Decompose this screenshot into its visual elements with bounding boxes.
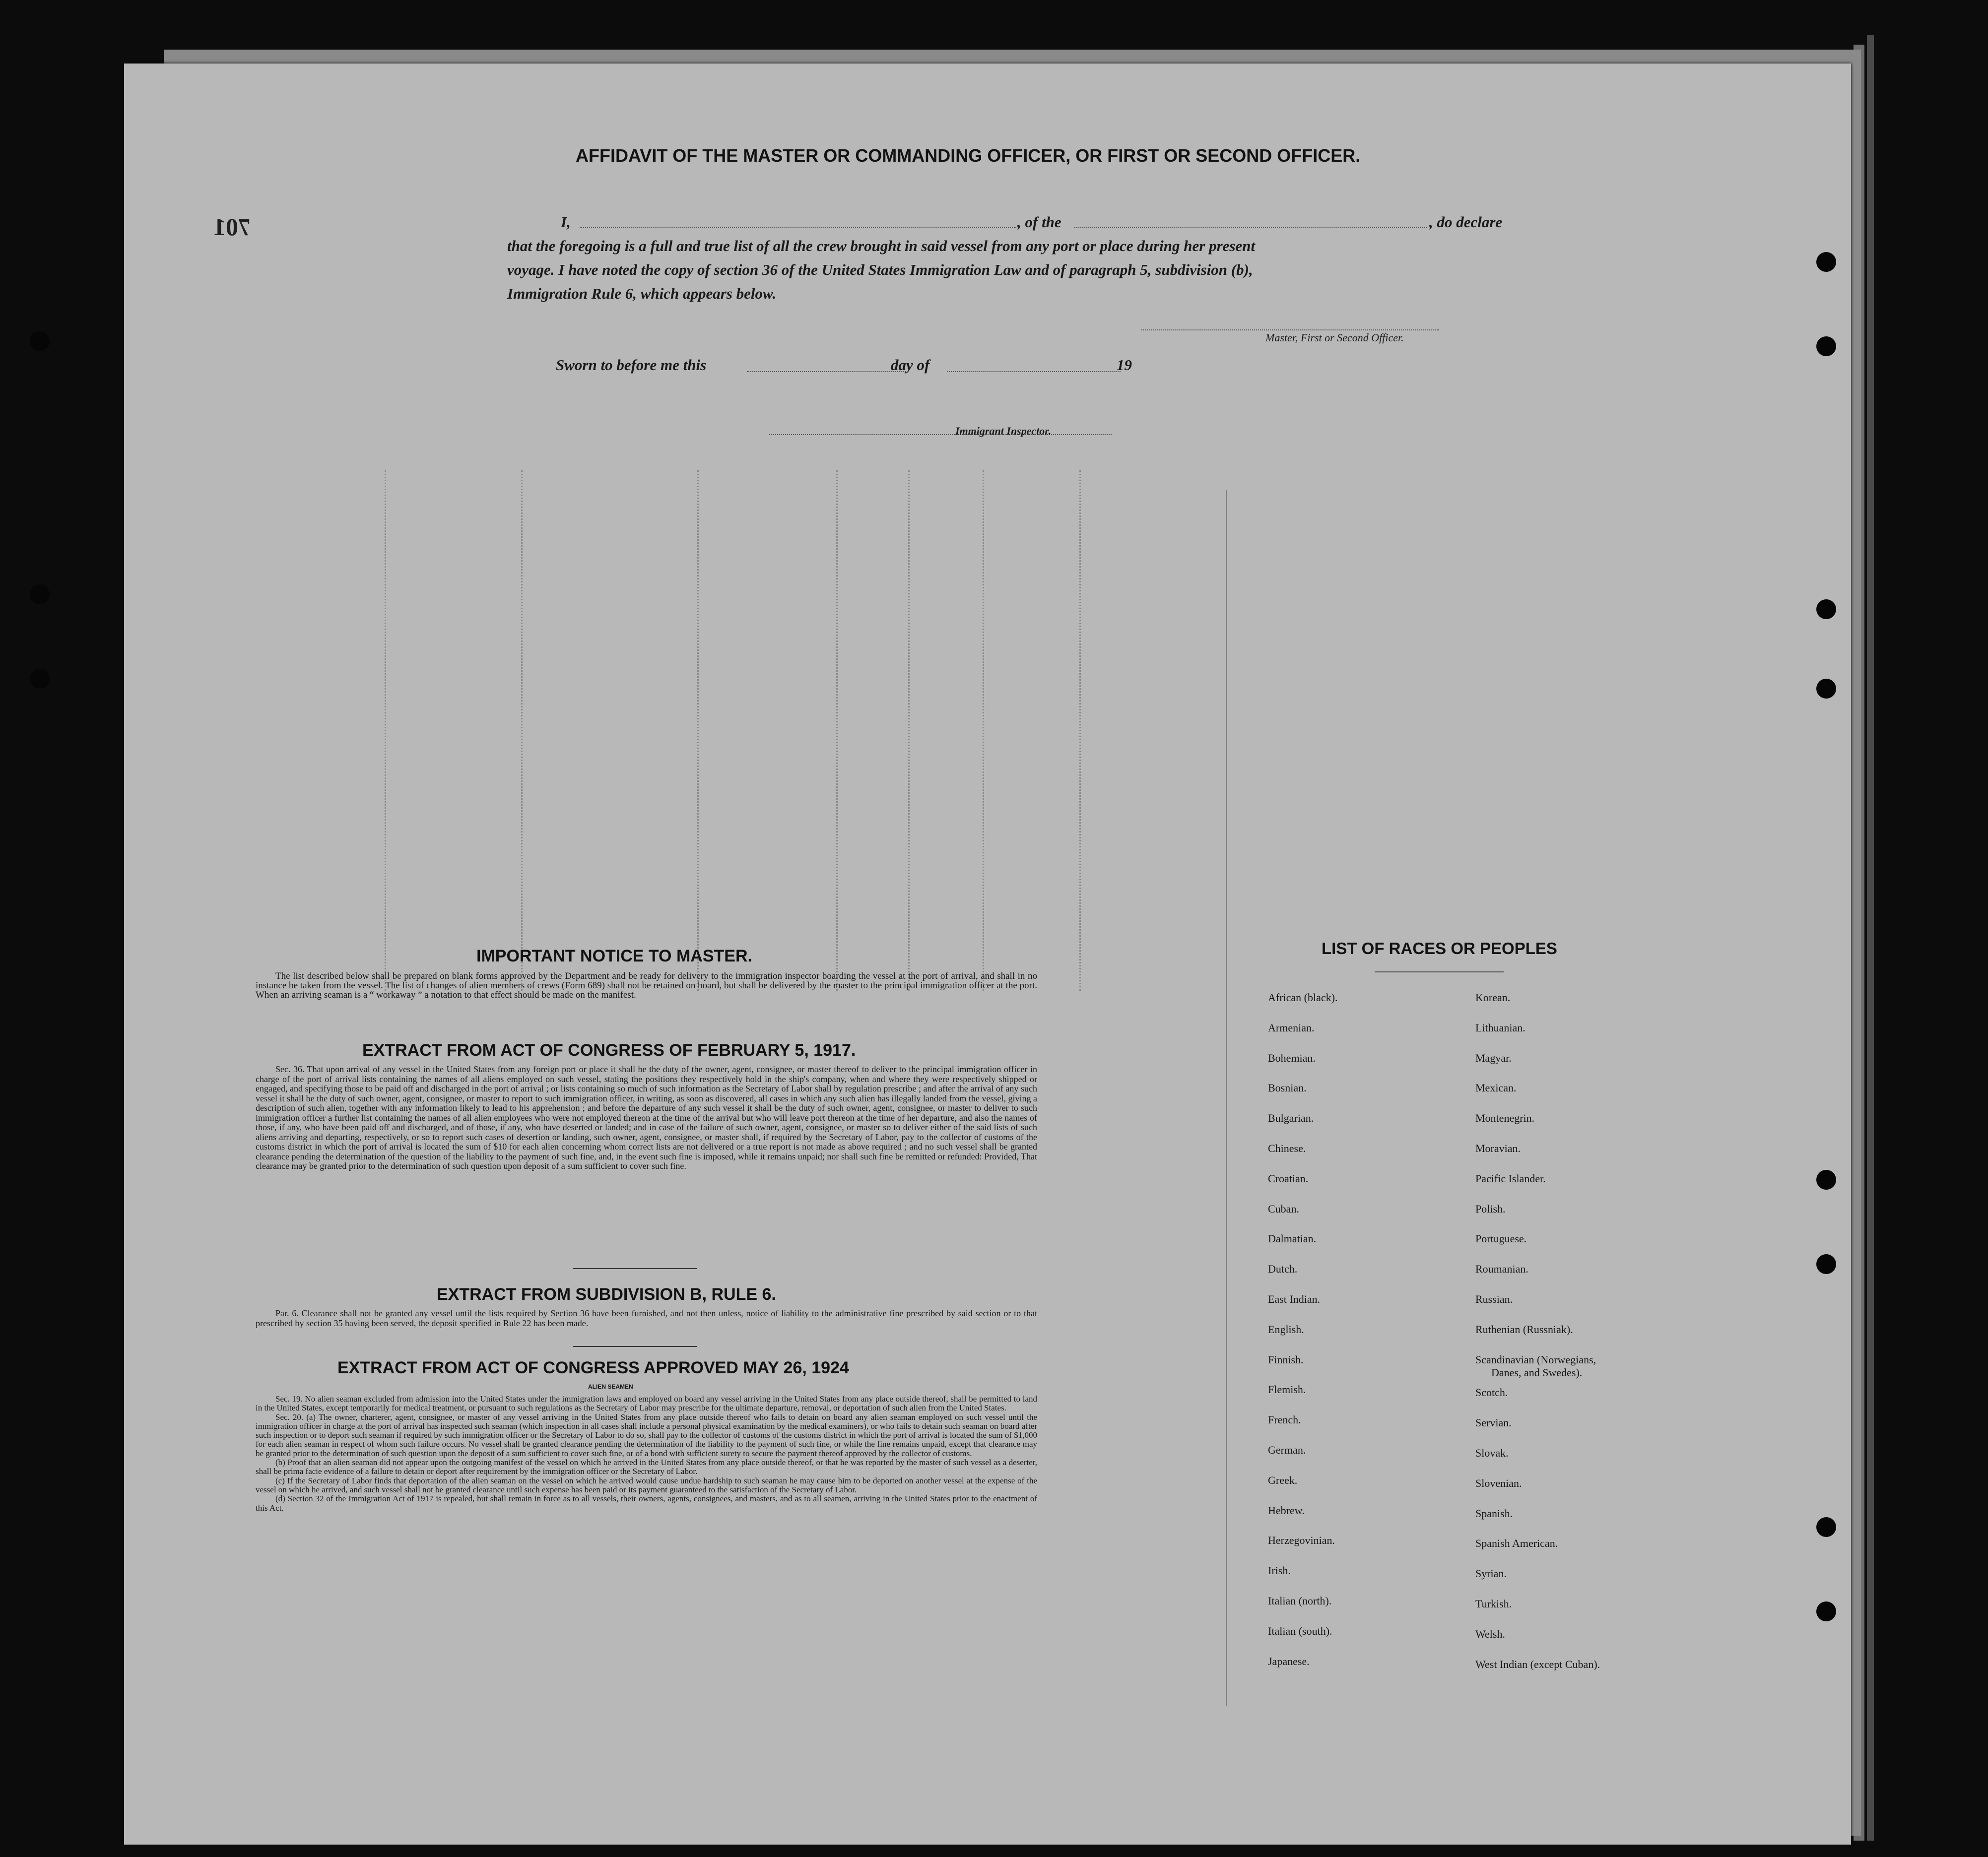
sworn-month-field[interactable]	[947, 371, 1121, 372]
binder-hole	[30, 669, 50, 689]
race-item: Dalmatian.	[1268, 1232, 1317, 1245]
extract-rule6-title: EXTRACT FROM SUBDIVISION B, RULE 6.	[437, 1285, 776, 1304]
extract-1924-title: EXTRACT FROM ACT OF CONGRESS APPROVED MAY 26, 1924	[337, 1358, 849, 1377]
binder-hole	[30, 331, 50, 351]
section-divider	[573, 1268, 697, 1269]
manifest-page	[124, 64, 1851, 1845]
sworn-day-field[interactable]	[747, 371, 906, 372]
section-divider	[573, 1346, 697, 1347]
sec-20d-paragraph: (d) Section 32 of the Immigration Act of 1917 is repealed, but shall remain in force as to all vessels, their owners, agents, consignees, and masters, and as to all seamen, arriving in the United States prior to the enactment of this Act.	[256, 1494, 1037, 1513]
race-item: German.	[1268, 1444, 1306, 1456]
race-item: Moravian.	[1475, 1142, 1521, 1154]
sec-19-paragraph: Sec. 19. No alien seaman excluded from admission into the United States under the immigration laws and employed on board any vessel arriving in the United States from any place outside thereof, shall be permitted to land in the United States, except temporarily for medical treatment, or pursuant to such regulations as the Secretary of Labor may prescribe for the ultimate departure, removal, or deportation of such alien from the United States.	[256, 1394, 1037, 1413]
race-item: Italian (north).	[1268, 1595, 1332, 1607]
column-rule	[1226, 490, 1227, 1706]
race-item: English.	[1268, 1323, 1304, 1336]
race-item: Finnish.	[1268, 1353, 1304, 1366]
extract-rule6-body	[256, 1309, 1037, 1328]
race-item: Irish.	[1268, 1564, 1291, 1577]
race-item: Ruthenian (Russniak).	[1475, 1323, 1573, 1336]
extract-1924-body	[256, 1395, 1037, 1513]
race-item: Danes, and Swedes).	[1491, 1366, 1583, 1379]
signature-caption: Master, First or Second Officer.	[1265, 331, 1404, 344]
binder-hole	[30, 584, 50, 604]
race-item: Spanish.	[1475, 1507, 1513, 1520]
sec-20a-paragraph: Sec. 20. (a) The owner, charterer, agent, consignee, or master of any vessel arriving in the United States from any place outside thereof who fails to detain on board any alien seaman employed on such vessel until the immigration officer in charge at the port of arrival has inspected such seaman (which inspection in all cases shall include a personal physical examination by the medical examiners), or who fails to detain such seaman on board after such inspection or to deport such seaman if required by such immigration officer or the Secretary of Labor to do so, shall pay to the collector of customs of the customs district in which the port of arrival is located the sum of $1,000 for each alien seaman in respect of whom such failure occurs. No vessel shall be granted clearance pending the determination of the liability to the payment of such fine, or while the fine remains unpaid, except that clearance may be granted prior to the determination of such question upon the deposit of a sum sufficient to cover such fine, or of a bond with sufficient surety to secure the payment thereof approved by the collector of customs.	[256, 1412, 1037, 1458]
race-item: Hebrew.	[1268, 1504, 1305, 1517]
affidavit-line-2: that the foregoing is a full and true list of all the crew brought in said vessel from any port or place during her present	[507, 237, 1256, 255]
binder-hole	[1816, 1517, 1836, 1537]
vessel-field[interactable]	[1074, 227, 1427, 228]
binder-hole	[1816, 599, 1836, 619]
sec-20b-paragraph: (b) Proof that an alien seaman did not appear upon the outgoing manifest of the vessel on which he arrived in the United States from any place outside thereof, or that he was reported by the master of such vessel as a deserter, shall be prima facie evidence of a failure to detain or deport after requirement by the immigration officer or the Secretary of Labor.	[256, 1458, 1037, 1476]
notice-body	[256, 971, 1037, 1000]
binder-hole	[1816, 679, 1836, 699]
race-item: Scandinavian (Norwegians,	[1475, 1353, 1596, 1366]
extract-1917-body	[256, 1065, 1037, 1171]
race-item: Polish.	[1475, 1202, 1506, 1215]
page-stamp-number: 701	[213, 213, 251, 241]
race-item: West Indian (except Cuban).	[1475, 1658, 1600, 1670]
binder-hole	[1816, 336, 1836, 356]
binder-hole	[1816, 1254, 1836, 1274]
column-rule	[697, 470, 699, 991]
alien-seamen-subtitle: ALIEN SEAMEN	[588, 1383, 633, 1390]
inspector-caption: Immigrant Inspector.	[955, 425, 1052, 437]
race-item: Italian (south).	[1268, 1624, 1332, 1637]
binder-hole	[1816, 1170, 1836, 1190]
column-rule	[983, 470, 984, 991]
race-item: Russian.	[1475, 1293, 1513, 1305]
page-stack-edge	[1867, 35, 1874, 1841]
race-item: Syrian.	[1475, 1567, 1507, 1580]
sworn-label: Sworn to before me this	[556, 356, 707, 374]
column-rule	[836, 470, 838, 991]
signature-field[interactable]	[1141, 329, 1439, 330]
year-prefix: 19	[1117, 356, 1132, 374]
race-item: Servian.	[1475, 1416, 1512, 1429]
race-item: Cuban.	[1268, 1202, 1299, 1215]
column-rule	[521, 470, 523, 991]
race-item: Scotch.	[1475, 1386, 1508, 1399]
race-item: Roumanian.	[1475, 1263, 1528, 1276]
inspector-signature-field[interactable]	[769, 434, 1112, 435]
race-item: Mexican.	[1475, 1082, 1517, 1094]
race-item: Korean.	[1475, 991, 1511, 1004]
extract-1917-paragraph: Sec. 36. That upon arrival of any vessel in the United States from any foreign port or place it shall be the duty of the owner, agent, consignee, or master thereof to deliver to the principal immigration officer in charge of the port of arrival lists containing the names of all aliens employed on such vessel, stating the positions they respectively hold in the ship's company, when and where they were respectively shipped or engaged, and specifying those to be paid off and discharged in the port of arrival ; or lists containing so much of such information as the Secretary of Labor shall by regulation prescribe ; and after the arrival of any such vessel it shall be the duty of such owner, agent, consignee, or master to report to such immigration officer, in writing, as soon as discovered, all cases in which any such alien has illegally landed from the vessel, giving a description of such alien, together with any information likely to lead to his apprehension ; and before the departure of any such vessel it shall be the duty of such owner, agent, consignee, or master to deliver to such immigration officer a further list containing the names of all alien employees who were not employed thereon at the time of the arrival but who will leave port thereon at the time of her departure, and also the names of those, if any, who have been paid off and discharged, and of those, if any, who have deserted or landed; and in case of the failure of such owner, agent, consignee, or master so to deliver either of the said lists of such aliens arriving and departing, respectively, or so to report such cases of desertion or landing, such owner, agent, consignee, or master shall, if required by the Secretary of Labor, pay to the collector of customs of the customs district in which the port of arrival is located the sum of $10 for each alien concerning whom correct lists are not delivered or a true report is not made as above required ; and no such vessel shall be granted clearance pending the determination of the question of the liability to the payment of such fine, and, in the event such fine is imposed, while it remains unpaid; nor shall such fine be remitted or refunded: Provided, That clearance may be granted prior to the determination of such question upon deposit of a sum sufficient to cover such fine.	[256, 1064, 1037, 1171]
race-item: Turkish.	[1475, 1598, 1512, 1610]
race-item: Herzegovinian.	[1268, 1534, 1335, 1547]
affidavit-line-3: voyage. I have noted the copy of section 36 of the United States Immigration Law and of paragraph 5, subdivision (b),	[507, 261, 1253, 278]
affidavit-of-the: , of the	[1017, 213, 1061, 231]
affidavit-line-4: Immigration Rule 6, which appears below.	[507, 285, 777, 302]
race-item: Armenian.	[1268, 1021, 1315, 1034]
affidavit-title: AFFIDAVIT OF THE MASTER OR COMMANDING OFFICER, OR FIRST OR SECOND OFFICER.	[576, 145, 1361, 166]
sec-20c-paragraph: (c) If the Secretary of Labor finds that deportation of the alien seaman on the vessel on which he arrived would cause undue hardship to such seaman he may cause him to be deported on another vessel at the expense of the vessel on which he arrived, and such vessel shall not be granted clearance until such expense has been paid or its payment guaranteed to the satisfaction of the Secretary of Labor.	[256, 1475, 1037, 1494]
race-item: Bosnian.	[1268, 1082, 1307, 1094]
race-item: Bulgarian.	[1268, 1112, 1314, 1125]
affidavit-declare: , do declare	[1429, 213, 1503, 231]
column-rule	[385, 470, 386, 991]
affidavit-i: I,	[561, 213, 571, 231]
race-item: Flemish.	[1268, 1383, 1306, 1396]
race-item: Dutch.	[1268, 1263, 1298, 1276]
extract-rule6-paragraph: Par. 6. Clearance shall not be granted any vessel until the lists required by Section 36 have been furnished, and not then unless, notice of liability to the administrative fine prescribed by said section or to that prescribed by section 35 having been served, the deposit specified in Rule 22 has been made.	[256, 1308, 1037, 1328]
races-title: LIST OF RACES OR PEOPLES	[1322, 939, 1557, 958]
extract-1917-title: EXTRACT FROM ACT OF CONGRESS OF FEBRUARY 5, 1917.	[362, 1041, 856, 1060]
race-item: Slovak.	[1475, 1447, 1509, 1459]
notice-paragraph: The list described below shall be prepared on blank forms approved by the Department and be ready for delivery to the immigration inspector boarding the vessel at the port of arrival, and shall in no instance be taken from the vessel. The list of changes of alien members of crews (Form 689) shall not be retained on board, but shall be delivered by the master to the principal immigration officer at the port. When an arriving seaman is a “ workaway ” a notation to that effect should be made on the manifest.	[256, 971, 1037, 1000]
binder-hole	[1816, 1601, 1836, 1621]
binder-hole	[1816, 252, 1836, 272]
race-item: Croatian.	[1268, 1172, 1309, 1185]
race-item: East Indian.	[1268, 1293, 1321, 1305]
column-rule	[1079, 470, 1081, 991]
race-item: Bohemian.	[1268, 1051, 1316, 1064]
notice-title: IMPORTANT NOTICE TO MASTER.	[476, 947, 752, 965]
race-item: Slovenian.	[1475, 1476, 1522, 1489]
column-rule	[908, 470, 910, 991]
race-item: Chinese.	[1268, 1142, 1306, 1154]
race-item: Lithuanian.	[1475, 1021, 1525, 1034]
race-item: Spanish American.	[1475, 1537, 1558, 1550]
race-item: French.	[1268, 1413, 1301, 1426]
race-item: Portuguese.	[1475, 1232, 1527, 1245]
name-field[interactable]	[580, 227, 1016, 228]
race-item: Pacific Islander.	[1475, 1172, 1546, 1185]
races-divider	[1375, 971, 1504, 972]
race-item: Magyar.	[1475, 1051, 1512, 1064]
race-item: Montenegrin.	[1475, 1112, 1535, 1125]
race-item: Greek.	[1268, 1473, 1298, 1486]
race-item: Japanese.	[1268, 1655, 1310, 1667]
day-of-label: day of	[891, 356, 930, 374]
race-item: African (black).	[1268, 991, 1338, 1004]
race-item: Welsh.	[1475, 1627, 1505, 1640]
